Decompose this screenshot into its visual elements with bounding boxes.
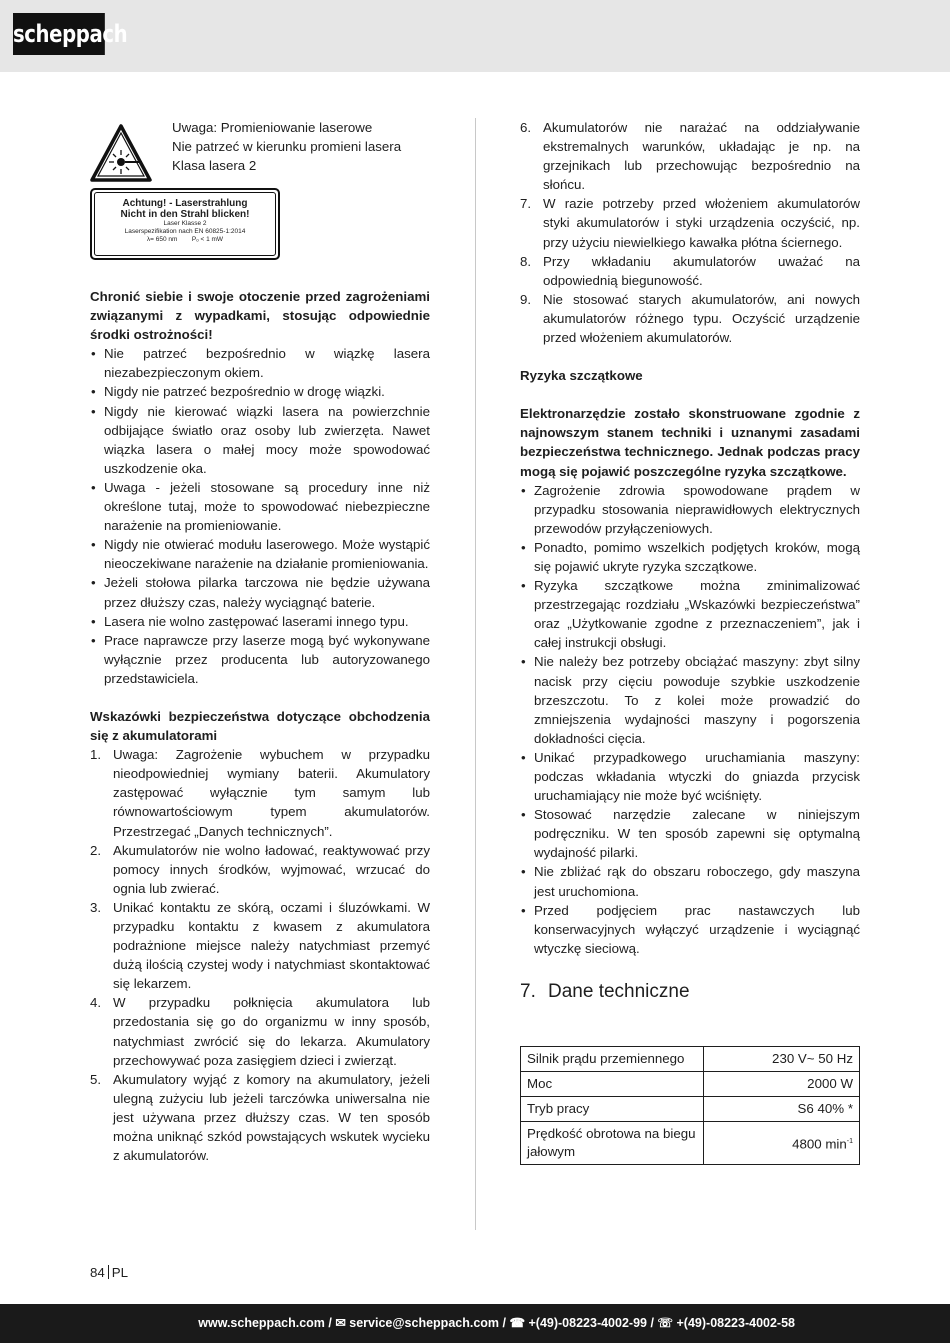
list-item: 2. Akumulatorów nie wolno ładować, reaktywować przy pomocy innych środków, wyjmować, wrzucać do ognia lub zwierać. [90,842,430,896]
residual-intro: Elektronarzędzie zostało skonstruowane zgodnie z najnowszym stanem techniki i uznanymi zasadami bezpieczeństwa technicznego. Jednak podczas pracy mogą się pojawić poszczególne ryzyka szczątkowe. [520,406,860,479]
list-item: • Nie patrzeć bezpośrednio w wiązkę lasera niezabezpieczonym okiem. [90,344,430,382]
table-cell-label: Silnik prądu przemiennego [521,1046,704,1071]
list-item: • Stosować narzędzie zalecane w niniejszym podręczniku. W ten sposób zapewni się optymalną wydajność pilarki. [520,805,860,862]
laser-warning-icon [90,124,152,182]
laser-label-class: Laser Klasse 2 [163,220,207,227]
list-item: 5. Akumulatory wyjąć z komory na akumulatory, jeżeli ulegną zużyciu lub jeżeli tarczówka uniwersalna nie jest używana przez dłuższy czas. W ten sposób można uniknąć szkód powstających wskutek wycieku z akumulatorów. [90,1071,430,1164]
table-row [521,1121,860,1164]
residual-heading: Ryzyka szczątkowe [520,368,643,384]
list-item: • Przed podjęciem prac nastawczych lub konserwacyjnych wyłączyć urządzenie i wyciągnąć wtyczkę sieciową. [520,901,860,958]
section-title-text: Dane techniczne [548,980,690,1002]
laser-warning-line: Uwaga: Promieniowanie laserowe [172,120,373,135]
list-item: • Jeżeli stołowa pilarka tarczowa nie będzie używana przez dłuższy czas, należy wyciągnąć baterie. [90,573,430,611]
list-item: • Nigdy nie kierować wiązki lasera na powierzchnie odbijające światło oraz osoby lub zwierzęta. Nawet wiązka lasera o małej mocy może spowodować uszkodzenie oka. [90,402,430,478]
residual-bullet-list [520,481,860,958]
laser-label-subtitle: Nicht in den Strahl blicken! [120,209,250,220]
list-item: 9. Nie stosować starych akumulatorów, ani nowych akumulatorów różnego typu. Oczyścić urządzenie przed włożeniem akumulatorów. [520,291,860,346]
list-item: • Zagrożenie zdrowia spowodowane prądem w przypadku stosowania nieprawidłowych elektrycznych przewodów przyłączeniowych. [520,481,860,538]
page-number-value: 84 [90,1265,105,1280]
list-item: 1. Uwaga: Zagrożenie wybuchem w przypadku nieodpowiedniej wymiany baterii. Akumulatory zastępować wyłącznie tym samym lub równowartościowym typem akumulatorów. Przestrzegać „Danych technicznych”. [90,747,430,839]
laser-warning-block [90,118,430,268]
laser-warning-text [172,118,401,175]
section-title [520,980,860,1004]
list-item: • Prace naprawcze przy laserze mogą być wykonywane wyłącznie przez producenta lub autoryzowanego przedstawiciela. [90,631,430,688]
table-cell-label: Tryb pracy [521,1096,704,1121]
scheppach-logo: scheppach [13,13,105,55]
list-item: 6. Akumulatorów nie narażać na oddziaływanie ekstremalnych warunków, układając je np. na grzejnikach lub przechowując bezpośrednio na słońcu. [520,120,860,193]
laser-bullet-list [90,344,430,688]
table-cell-value: 230 V~ 50 Hz [704,1046,860,1071]
page-number [90,1265,128,1280]
unit-superscript: -1 [846,1137,853,1145]
table-cell-value: 2000 W [704,1071,860,1096]
list-item: • Nigdy nie patrzeć bezpośrednio w drogę wiązki. [90,382,430,401]
list-item: • Ponadto, pomimo wszelkich podjętych kroków, mogą się pojawić ukryte ryzyka szczątkowe. [520,538,860,576]
list-item: • Ryzyka szczątkowe można zminimalizować przestrzegając rozdziału „Wskazówki bezpieczeństwa” oraz „Użytkowanie zgodne z przeznaczeniem”, jak i całej instrukcji obsługi. [520,576,860,652]
page-language: PL [111,1265,129,1280]
table-cell-label: Moc [521,1071,704,1096]
list-item: • Nigdy nie otwierać modułu laserowego. Może wystąpić nieoczekiwane narażenie na działanie promieniowania. [90,535,430,573]
table-row [521,1096,860,1121]
list-item: 8. Przy wkładaniu akumulatorów uważać na odpowiednią biegunowość. [520,253,860,288]
section-number: 7. [520,980,536,1002]
footer-contact: www.scheppach.com / ✉ service@scheppach.com / ☎ +(49)-08223-4002-99 / ☏ +(49)-08223-4002-58 [198,1316,795,1330]
list-item: • Nie zbliżać rąk do obszaru roboczego, gdy maszyna jest uruchomiona. [520,862,860,900]
list-item: • Nie należy bez potrzeby obciążać maszyny: zbyt silny nacisk przy cięciu powoduje szybkie uszkodzenie brzeszczotu. To z kolei może prowadzić do zmniejszenia wydajności maszyny i pogorszenia dokładności cięcia. [520,652,860,747]
table-row [521,1046,860,1071]
laser-label-sticker [90,188,280,260]
laser-label-title: Achtung! - Laserstrahlung [122,198,248,209]
list-item: • Lasera nie wolno zastępować laserami innego typu. [90,612,430,631]
battery-heading: Wskazówki bezpieczeństwa dotyczące obchodzenia się z akumulatorami [90,708,430,744]
right-column [520,118,860,1165]
table-cell-label: Prędkość obrotowa na biegu jałowym [521,1121,704,1164]
battery-list-continued [520,118,860,347]
column-divider [475,118,476,1230]
laser-warning-line: Klasa lasera 2 [172,158,257,174]
protect-intro: Chronić siebie i swoje otoczenie przed zagrożeniami związanymi z wypadkami, stosując odpowiednie środki ostrożności! [90,289,430,343]
list-item: • Unikać przypadkowego uruchamiania maszyny: podczas wkładania wtyczki do gniazda przycisk uruchamiający nie może być wciśnięty. [520,748,860,805]
table-cell-value: 4800 $\min^{-1}$ [704,1121,860,1164]
table-cell-value: S6 40% * [704,1096,860,1121]
page-footer [0,1304,950,1343]
list-item: 3. Unikać kontaktu ze skórą, oczami i śluzówkami. W przypadku kontaktu z kwasem z akumulatora podrażnione miejsce należy natychmiast przemyć dużą ilością czystej wody i natychmiast skontaktować się lekarzem. [90,899,430,992]
laser-label-values: λ= 650 nm Pₒ < 1 mW [146,236,224,243]
left-column [90,118,430,1165]
laser-warning-line: Nie patrzeć w kierunku promieni lasera [172,139,402,155]
table-row [521,1071,860,1096]
list-item: 7. W razie potrzeby przed włożeniem akumulatorów styki akumulatorów i styki urządzenia oczyścić, np. przy użyciu niewielkiego kawałka płótna ściernego. [520,196,860,250]
list-item: 4. W przypadku połknięcia akumulatora lub przedostania się go do organizmu w inny sposób, natychmiast zwrócić się do lekarza. Akumulatory przechowywać poza zasięgiem dzieci i zwierząt. [90,995,430,1068]
tech-data-table [520,1046,860,1165]
laser-label-spec: Laserspezifikation nach EN 60825-1:2014 [124,228,246,235]
battery-list [90,745,430,1165]
page-header [0,0,950,72]
list-item: • Uwaga - jeżeli stosowane są procedury inne niż określone tutaj, może to spowodować niebezpieczne narażenie na promieniowanie. [90,478,430,535]
